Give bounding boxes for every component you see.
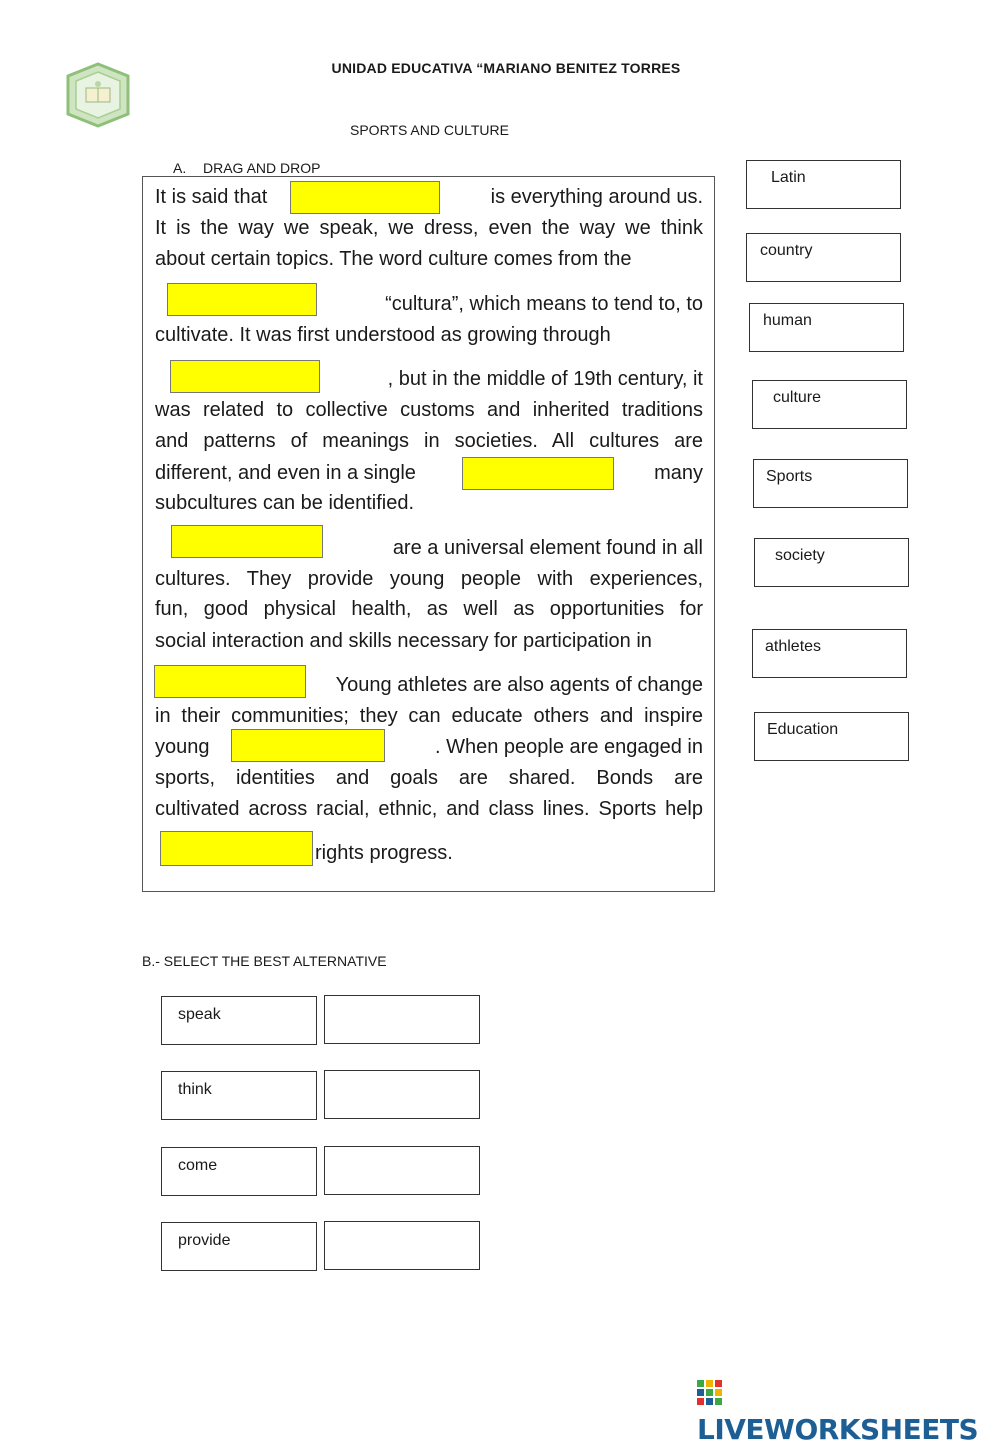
drop-blank-2[interactable] bbox=[167, 283, 317, 316]
passage-line-14: social interaction and skills necessary for participation in bbox=[155, 630, 652, 652]
drop-blank-1[interactable] bbox=[290, 181, 440, 214]
passage-line-16: in their communities; they can educate others and inspire bbox=[155, 705, 703, 727]
passage-line-18: sports, identities and goals are shared. Bonds are bbox=[155, 767, 703, 789]
passage-text: many bbox=[654, 462, 703, 484]
passage-text: is everything around us. bbox=[490, 186, 703, 208]
option-label-think: think bbox=[161, 1071, 317, 1120]
liveworksheets-logo bbox=[697, 1378, 1000, 1446]
drop-blank-8[interactable] bbox=[160, 831, 313, 866]
section-a-heading bbox=[173, 160, 320, 176]
section-a-title: DRAG AND DROP bbox=[203, 160, 321, 176]
section-b-heading: B.- SELECT THE BEST ALTERNATIVE bbox=[142, 953, 387, 969]
passage-line-8: and patterns of meanings in societies. All cultures are bbox=[155, 430, 703, 452]
passage-text: It is said that bbox=[155, 186, 268, 208]
drop-blank-3[interactable] bbox=[170, 360, 320, 393]
drop-blank-7[interactable] bbox=[231, 729, 385, 762]
section-a-number: A. bbox=[173, 160, 187, 176]
word-tile-latin[interactable]: Latin bbox=[746, 160, 901, 209]
answer-select-3[interactable] bbox=[324, 1146, 480, 1195]
word-tile-country[interactable]: country bbox=[746, 233, 901, 282]
passage-line-4: “cultura”, which means to tend to, to bbox=[385, 293, 703, 315]
passage-line-12: cultures. They provide young people with experiences, bbox=[155, 568, 703, 590]
passage-line-9 bbox=[155, 460, 703, 486]
option-label-speak: speak bbox=[161, 996, 317, 1045]
passage-line-19: cultivated across racial, ethnic, and class lines. Sports help bbox=[155, 798, 703, 820]
passage-line-2: It is the way we speak, we dress, even the way we think bbox=[155, 217, 703, 239]
answer-select-1[interactable] bbox=[324, 995, 480, 1044]
school-name: UNIDAD EDUCATIVA “MARIANO BENITEZ TORRES bbox=[331, 60, 681, 76]
liveworksheets-icon bbox=[697, 1380, 723, 1413]
word-tile-education[interactable]: Education bbox=[754, 712, 909, 761]
passage-text: . When people are engaged in bbox=[435, 736, 703, 758]
answer-select-2[interactable] bbox=[324, 1070, 480, 1119]
liveworksheets-wordmark: LIVEWORKSHEETS bbox=[697, 1412, 979, 1446]
option-label-come: come bbox=[161, 1147, 317, 1196]
answer-select-4[interactable] bbox=[324, 1221, 480, 1270]
word-tile-society[interactable]: society bbox=[754, 538, 909, 587]
passage-line-10: subcultures can be identified. bbox=[155, 492, 415, 514]
passage-line-20: rights progress. bbox=[315, 842, 453, 864]
passage-text: different, and even in a single bbox=[155, 462, 416, 484]
passage-text: young bbox=[155, 736, 210, 758]
word-tile-sports[interactable]: Sports bbox=[753, 459, 908, 508]
option-label-provide: provide bbox=[161, 1222, 317, 1271]
passage-line-3: about certain topics. The word culture comes from the bbox=[155, 248, 632, 270]
word-tile-human[interactable]: human bbox=[749, 303, 904, 352]
word-tile-athletes[interactable]: athletes bbox=[752, 629, 907, 678]
passage-line-11: are a universal element found in all bbox=[392, 537, 703, 559]
passage-line-5: cultivate. It was first understood as growing through bbox=[155, 324, 611, 346]
drop-blank-5[interactable] bbox=[171, 525, 323, 558]
drop-blank-6[interactable] bbox=[154, 665, 306, 698]
worksheet-title: SPORTS AND CULTURE bbox=[350, 122, 509, 138]
passage-line-13: fun, good physical health, as well as opportunities for bbox=[155, 598, 703, 620]
passage-line-7: was related to collective customs and inherited traditions bbox=[155, 399, 703, 421]
drop-blank-4[interactable] bbox=[462, 457, 614, 490]
passage-line-15: Young athletes are also agents of change bbox=[335, 674, 703, 696]
passage-line-6: , but in the middle of 19th century, it bbox=[387, 368, 703, 390]
word-tile-culture[interactable]: culture bbox=[752, 380, 907, 429]
